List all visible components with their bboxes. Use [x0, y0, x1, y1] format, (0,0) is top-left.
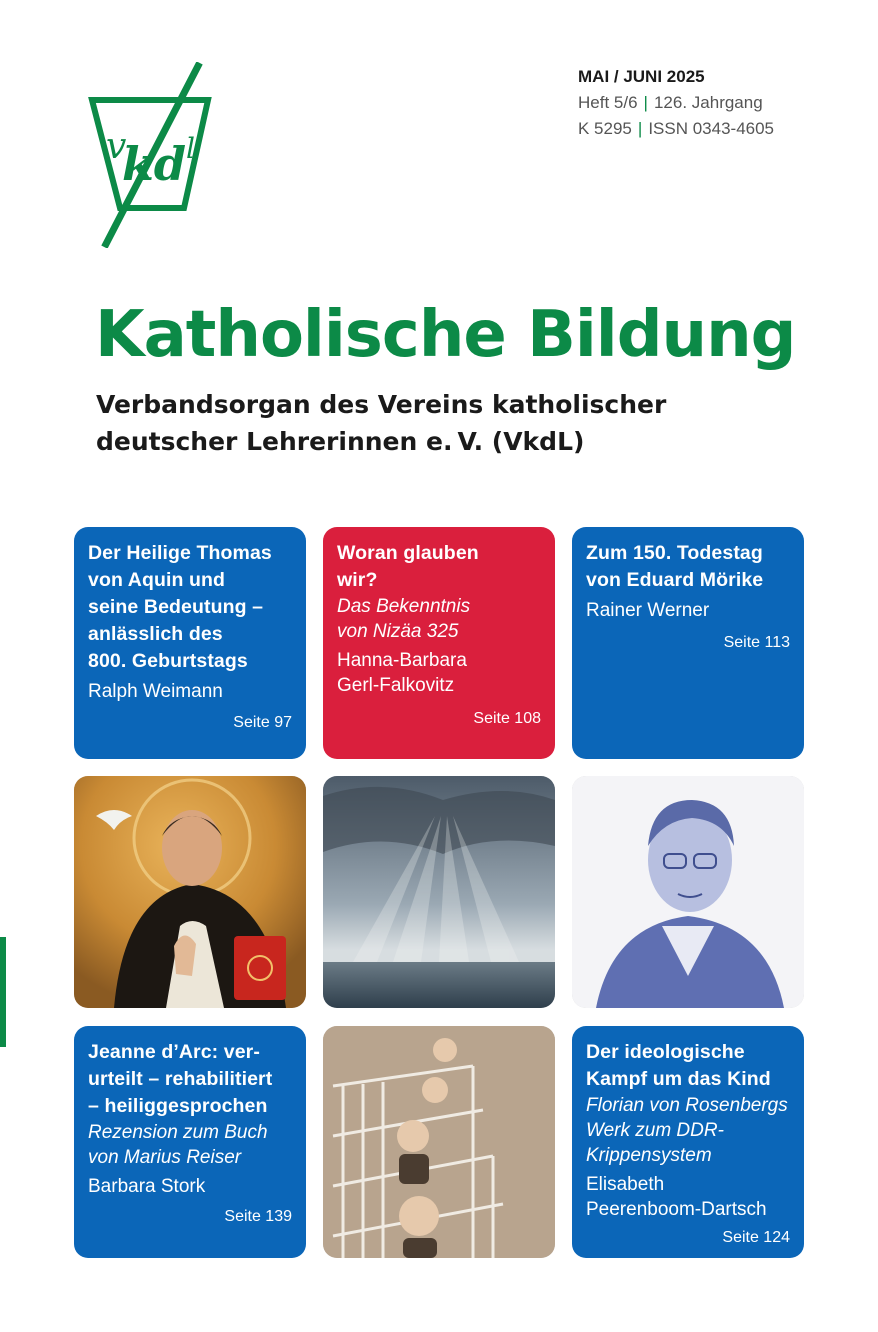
article-page: Seite 108 [473, 710, 541, 727]
article-headline [586, 540, 790, 594]
issue-number-line [578, 90, 774, 116]
article-page: Seite 97 [233, 714, 292, 731]
article-subheading [586, 1093, 790, 1168]
headline-line: Woran glauben [337, 542, 479, 564]
article-page: Seite 139 [224, 1208, 292, 1225]
headline-line: Jeanne d’Arc: ver- [88, 1041, 260, 1063]
article-subheading [88, 1120, 292, 1170]
children-cribs-photo [323, 1026, 555, 1258]
article-card-thomas-aquinas[interactable] [74, 527, 306, 759]
magazine-title: Katholische Bildung [95, 298, 796, 372]
svg-text:l: l [186, 132, 195, 165]
article-headline [337, 540, 541, 594]
article-author: Rainer Werner [586, 600, 710, 621]
subheading-line: Florian von Rosenbergs [586, 1095, 788, 1116]
headline-line: urteilt – rehabilitiert [88, 1068, 273, 1090]
headline-line: Der ideologische [586, 1041, 745, 1063]
article-author [586, 1172, 790, 1222]
issn-line [578, 116, 774, 142]
author-line: Gerl-Falkovitz [337, 675, 455, 696]
headline-line: anlässlich des [88, 623, 223, 645]
sky-photo-image [323, 776, 555, 1008]
headline-line: seine Bedeutung – [88, 596, 264, 618]
headline-line: Der Heilige Thomas [88, 542, 272, 564]
article-page: Seite 113 [723, 634, 790, 651]
article-author [337, 648, 541, 698]
painting-image [74, 776, 306, 1008]
article-card-nicaea[interactable] [323, 527, 555, 759]
author-line: Elisabeth [586, 1174, 665, 1195]
separator: | [637, 119, 643, 138]
issue-info [578, 64, 774, 142]
svg-text:v: v [106, 126, 127, 167]
subtitle-line: deutscher Lehrerinnen e. V. (VkdL) [96, 427, 585, 456]
article-author: Barbara Stork [88, 1176, 206, 1197]
thomas-aquinas-painting [74, 776, 306, 1008]
heft-number: Heft 5/6 [578, 93, 638, 112]
headline-line: 800. Geburtstags [88, 650, 248, 672]
headline-line: von Eduard Mörike [586, 569, 764, 591]
headline-line: Kampf um das Kind [586, 1068, 771, 1090]
subheading-line: Rezension zum Buch [88, 1122, 268, 1143]
subtitle-line: Verbandsorgan des Vereins katholischer [96, 390, 667, 419]
headline-line: von Aquin und [88, 569, 226, 591]
subheading-line: von Nizäa 325 [337, 621, 459, 642]
vkdl-logo [86, 62, 216, 248]
subheading-line: Werk zum DDR- [586, 1120, 724, 1141]
green-edge-marker [0, 937, 6, 1047]
headline-line: – heiliggesprochen [88, 1095, 268, 1117]
magazine-subtitle [96, 386, 796, 460]
headline-line: wir? [337, 569, 378, 591]
subheading-line: Das Bekenntnis [337, 596, 471, 617]
sunrays-sea-photo [323, 776, 555, 1008]
article-card-ddr-krippen[interactable] [572, 1026, 804, 1258]
article-card-moerike[interactable] [572, 527, 804, 759]
article-headline [88, 1039, 292, 1120]
portrait-image [572, 776, 804, 1008]
subheading-line: Krippensystem [586, 1145, 712, 1166]
headline-line: Zum 150. Todestag [586, 542, 763, 564]
separator: | [643, 93, 648, 112]
subheading-line: von Marius Reiser [88, 1147, 242, 1168]
article-page: Seite 124 [722, 1229, 790, 1246]
author-line: Peerenboom-Dartsch [586, 1199, 767, 1220]
cribs-photo-image [323, 1026, 555, 1258]
article-subheading [337, 594, 541, 644]
article-headline [88, 540, 292, 675]
svg-text:kd: kd [122, 137, 187, 191]
article-author: Ralph Weimann [88, 681, 223, 702]
issue-date: MAI / JUNI 2025 [578, 67, 705, 86]
issn: ISSN 0343-4605 [648, 119, 775, 138]
volume-year: 126. Jahrgang [653, 93, 763, 112]
author-line: Hanna-Barbara [337, 650, 467, 671]
article-card-jeanne-darc[interactable] [74, 1026, 306, 1258]
k-number: K 5295 [578, 119, 632, 138]
moerike-portrait [572, 776, 804, 1008]
article-headline [586, 1039, 790, 1093]
